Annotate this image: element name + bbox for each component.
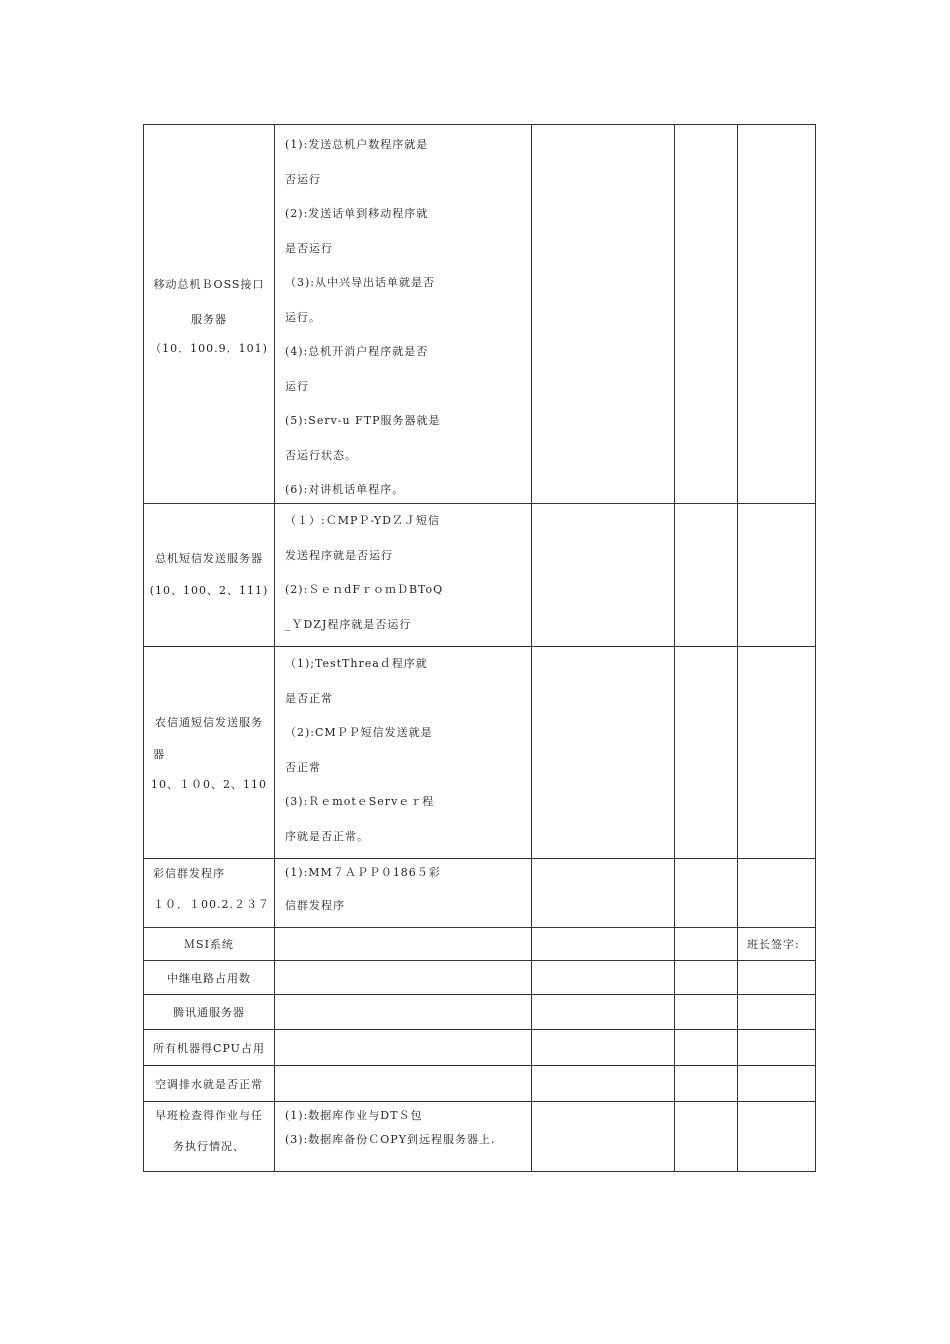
empty-cell <box>675 1102 738 1172</box>
table-row <box>144 1102 816 1172</box>
empty-cell <box>532 995 675 1030</box>
check-items-cell <box>275 504 532 647</box>
item-name-cell <box>144 1102 275 1172</box>
empty-cell <box>738 647 816 859</box>
check-item: 运行。 <box>285 311 321 324</box>
server-name-line: 总机短信发送服务器 <box>155 552 263 565</box>
item-name: 所有机器得CPU占用 <box>153 1041 265 1055</box>
check-item: (2):发送话单到移动程序就 <box>285 207 429 220</box>
check-items-cell <box>275 125 532 504</box>
empty-cell <box>738 125 816 504</box>
check-items-cell <box>275 859 532 928</box>
empty-cell <box>675 504 738 647</box>
table-row <box>144 125 816 504</box>
empty-cell <box>532 1030 675 1066</box>
check-item: 否运行 <box>285 173 321 186</box>
check-item: （１）:ＣMPＰ-YDＺＪ短信 <box>285 514 440 527</box>
empty-cell <box>532 859 675 928</box>
empty-cell <box>738 961 816 995</box>
item-name: 中继电路占用数 <box>167 971 251 985</box>
server-name-cell <box>144 504 275 647</box>
empty-cell <box>675 125 738 504</box>
empty-cell <box>738 1030 816 1066</box>
check-item: (6):对讲机话单程序。 <box>285 483 405 496</box>
check-item: (3):数据库备份ＣOPY到远程服务器上. <box>285 1133 496 1146</box>
empty-cell <box>532 1102 675 1172</box>
empty-cell <box>738 1066 816 1102</box>
empty-cell <box>675 961 738 995</box>
item-name-cell <box>144 1030 275 1066</box>
table-row <box>144 504 816 647</box>
empty-cell <box>275 995 532 1030</box>
empty-cell <box>275 961 532 995</box>
check-item: 否运行状态。 <box>285 449 357 462</box>
server-name-cell <box>144 125 275 504</box>
empty-cell <box>275 928 532 961</box>
empty-cell <box>532 504 675 647</box>
check-item: (5):Serv-u FTP服务器就是 <box>285 414 441 427</box>
item-name-cell <box>144 1066 275 1102</box>
empty-cell <box>675 647 738 859</box>
inspection-table <box>143 124 816 1172</box>
check-items-cell <box>275 1102 532 1172</box>
check-item: 是否正常 <box>285 692 333 705</box>
item-name-cell <box>144 928 275 961</box>
server-name-cell <box>144 859 275 928</box>
empty-cell <box>675 1066 738 1102</box>
server-name-line: 彩信群发程序 <box>153 867 225 880</box>
server-name-line: 器 <box>153 747 165 761</box>
empty-cell <box>275 1066 532 1102</box>
empty-cell <box>675 1030 738 1066</box>
item-name-line: 务执行情况、 <box>173 1140 245 1153</box>
server-name-cell <box>144 647 275 859</box>
table-row <box>144 995 816 1030</box>
check-items-cell <box>275 647 532 859</box>
empty-cell <box>738 859 816 928</box>
item-name-cell <box>144 961 275 995</box>
check-item: (1):发送总机户数程序就是 <box>285 138 429 151</box>
check-item: _ＹDZJ程序就是否运行 <box>285 618 412 631</box>
empty-cell <box>738 504 816 647</box>
empty-cell <box>738 1102 816 1172</box>
check-item: 否正常 <box>285 761 321 774</box>
empty-cell <box>532 928 675 961</box>
server-name-line: 农信通短信发送服务 <box>155 715 263 729</box>
table-row <box>144 1066 816 1102</box>
check-item: (4):总机开消户程序就是否 <box>285 345 429 358</box>
check-item: 信群发程序 <box>285 899 345 912</box>
check-item: 是否运行 <box>285 242 333 255</box>
server-ip-line: （10．100.9．101) <box>150 342 268 355</box>
check-item: 发送程序就是否运行 <box>285 549 393 562</box>
empty-cell <box>738 995 816 1030</box>
signature-cell <box>738 928 816 961</box>
empty-cell <box>675 859 738 928</box>
empty-cell <box>532 125 675 504</box>
check-item: 序就是否正常。 <box>285 830 369 843</box>
check-item: (1):数据库作业与DTＳ包 <box>285 1109 423 1122</box>
server-ip-line: １０．１00.2.２３７ <box>153 898 270 911</box>
check-item: (2):ＳｅｎdFｒｏｍＤBToQ <box>285 583 444 596</box>
server-ip-line: 10、１０0、2、110 <box>151 777 267 791</box>
table-row <box>144 961 816 995</box>
item-name-line: 早班检查得作业与任 <box>155 1109 263 1122</box>
check-item: (3):ＲｅmotｅServｅｒ程 <box>285 795 435 808</box>
empty-cell <box>532 1066 675 1102</box>
empty-cell <box>532 647 675 859</box>
empty-cell <box>532 961 675 995</box>
table-row <box>144 928 816 961</box>
table-row <box>144 647 816 859</box>
item-name: 腾讯通服务器 <box>173 1006 245 1019</box>
table-row <box>144 859 816 928</box>
empty-cell <box>675 995 738 1030</box>
item-name: ＭSI系统 <box>184 938 234 951</box>
item-name-cell <box>144 995 275 1030</box>
check-item: 运行 <box>285 380 309 393</box>
item-name: 空调排水就是否正常 <box>155 1077 263 1091</box>
check-item: (1):MM７ＡＰＰ０186５彩 <box>285 866 441 879</box>
check-item: （1);TestThreaｄ程序就 <box>285 657 428 670</box>
server-ip-line: (10、100、2、111) <box>149 584 269 597</box>
table-row <box>144 1030 816 1066</box>
server-name-line: 服务器 <box>191 313 227 326</box>
empty-cell <box>275 1030 532 1066</box>
shift-leader-signature-label: 班长签字: <box>747 938 800 951</box>
check-item: （3):从中兴导出话单就是否 <box>285 276 435 289</box>
check-item: （2):CMＰＰ短信发送就是 <box>285 726 433 739</box>
server-name-line: 移动总机ＢOSS接口 <box>153 278 265 291</box>
empty-cell <box>675 928 738 961</box>
